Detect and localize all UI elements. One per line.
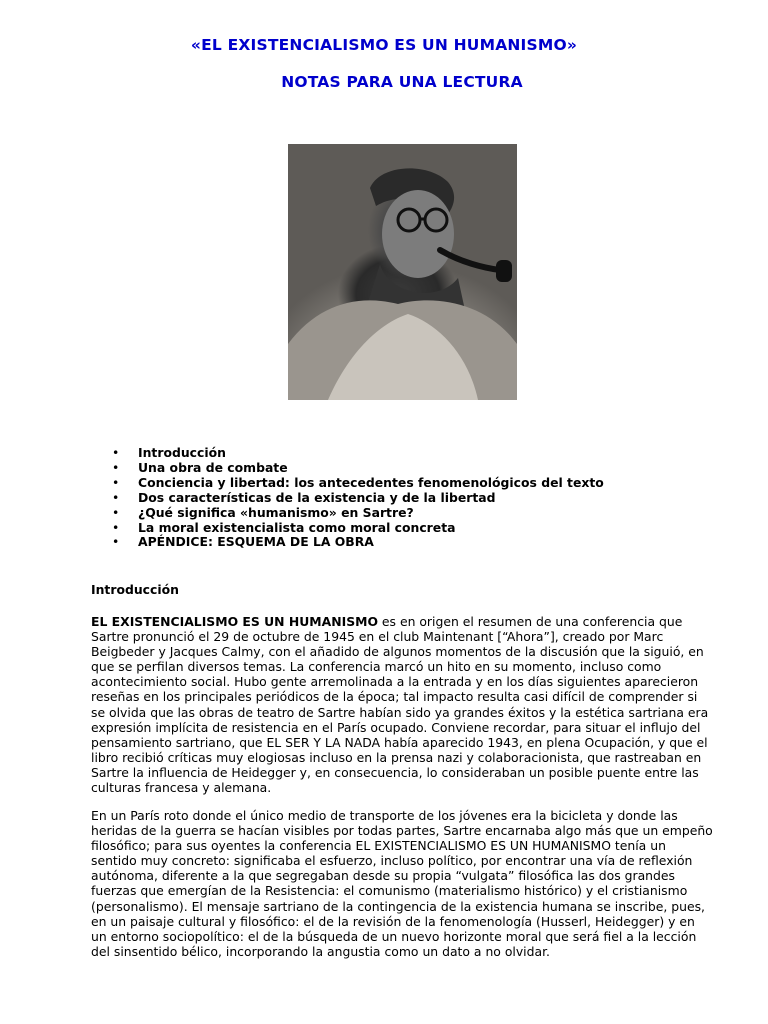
table-of-contents <box>110 446 604 550</box>
intro-paragraph-1 <box>91 614 713 795</box>
portrait-photo <box>288 144 517 400</box>
document-title: «EL EXISTENCIALISMO ES UN HUMANISMO» <box>190 36 578 54</box>
toc-item[interactable]: • APÉNDICE: ESQUEMA DE LA OBRA <box>110 535 604 550</box>
intro-paragraph-2: En un París roto donde el único medio de transporte de los jóvenes era la bicicleta y donde las heridas de la guerra se hacían visibles por todas partes, Sartre encarnaba algo más que un empeño filosófico; para sus oyentes la conferencia EL EXISTENCIALISMO ES UN HUMANISMO tenía un sentido muy concreto: significaba el esfuerzo, incluso político, por encontrar una vía de reflexión autónoma, diferente a la que segregaban desde su propia “vulgata” filosófica las dos grandes fuerzas que emergían de la Resistencia: el comunismo (materialismo histórico) y el cristianismo (personalismo). El mensaje sartriano de la contingencia de la existencia humana se inscribe, pues, en un paisaje cultural y filosófico: el de la revisión de la fenomenología (Husserl, Heidegger) y en un entorno sociopolítico: el de la búsqueda de un nuevo horizonte moral que será fiel a la lección del sinsentido bélico, incorporando la angustia como un dato a no olvidar. <box>91 808 713 959</box>
toc-item[interactable]: • Introducción <box>110 446 604 461</box>
toc-item[interactable]: • Conciencia y libertad: los antecedentes fenomenológicos del texto <box>110 476 604 491</box>
book-title-bold: EL EXISTENCIALISMO ES UN HUMANISMO <box>91 614 378 629</box>
document-subtitle: NOTAS PARA UNA LECTURA <box>281 73 523 91</box>
toc-item[interactable]: • ¿Qué significa «humanismo» en Sartre? <box>110 506 604 521</box>
portrait-illustration <box>288 144 517 400</box>
section-heading-introduccion: Introducción <box>91 582 179 597</box>
toc-item[interactable]: • Una obra de combate <box>110 461 604 476</box>
toc-item[interactable]: • La moral existencialista como moral concreta <box>110 521 604 536</box>
paragraph-text: es en origen el resumen de una conferencia que Sartre pronunció el 29 de octubre de 1945 en el club Maintenant [“Ahora”], creado por Marc Beigbeder y Jacques Calmy, con el añadido de algunos momentos de la discusión que la siguió, en que se perfilan diversos temas. La conferencia marcó un hito en su momento, incluso como acontecimiento social. Hubo gente arremolinada a la entrada y en los días siguientes aparecieron reseñas en los principales periódicos de la época; tal impacto resulta casi difícil de comprender si se olvida que las obras de teatro de Sartre habían sido ya grandes éxitos y la estética sartriana era expresión implícita de resistencia en el París ocupado. Conviene recordar, para situar el influjo del pensamiento sartriano, que EL SER Y LA NADA había aparecido 1943, en plena Ocupación, y que el libro recibió críticas muy elogiosas incluso en la prensa nazi y colaboracionista, que rastreaban en Sartre la influencia de Heidegger y, en consecuencia, lo consideraban un posible puente entre las culturas francesa y alemana. <box>91 614 709 796</box>
toc-item[interactable]: • Dos características de la existencia y de la libertad <box>110 491 604 506</box>
